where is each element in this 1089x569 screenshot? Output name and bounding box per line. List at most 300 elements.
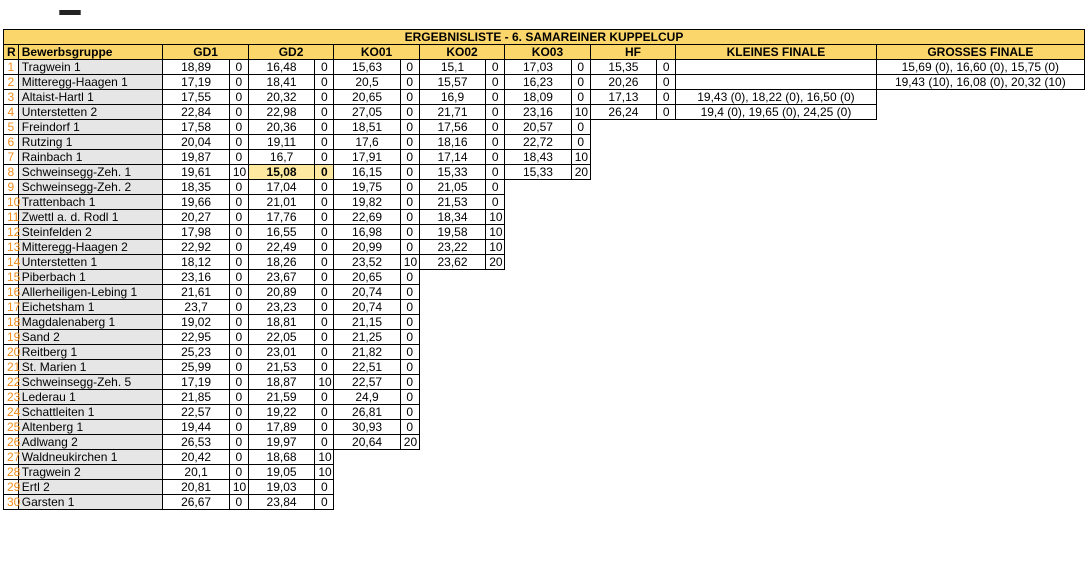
rank-cell: 29 [4, 480, 19, 495]
table-row [4, 435, 1085, 450]
empty-cell [876, 90, 1084, 105]
header-rank: R [4, 45, 19, 60]
time-cell: 22,51 [334, 360, 400, 375]
empty-cell [590, 300, 656, 315]
table-row [4, 180, 1085, 195]
penalty-cell: 0 [229, 255, 248, 270]
table-row [4, 240, 1085, 255]
empty-cell [486, 375, 505, 390]
table-row [4, 150, 1085, 165]
table-row [4, 420, 1085, 435]
penalty-cell: 0 [486, 75, 505, 90]
penalty-cell: 0 [657, 90, 676, 105]
empty-cell [876, 105, 1084, 120]
empty-cell [876, 180, 1084, 195]
penalty-cell: 0 [315, 315, 334, 330]
empty-cell [486, 390, 505, 405]
empty-cell [590, 180, 656, 195]
time-cell: 21,15 [334, 315, 400, 330]
empty-cell [419, 360, 485, 375]
penalty-cell: 0 [315, 165, 334, 180]
rank-cell: 22 [4, 375, 19, 390]
penalty-cell: 10 [571, 150, 590, 165]
team-cell: Waldneukirchen 1 [18, 450, 163, 465]
empty-cell [419, 330, 485, 345]
penalty-cell: 0 [229, 465, 248, 480]
empty-cell [419, 435, 485, 450]
empty-cell [876, 375, 1084, 390]
time-cell: 15,1 [419, 60, 485, 75]
empty-cell [676, 360, 877, 375]
empty-cell [571, 195, 590, 210]
empty-cell [505, 315, 571, 330]
empty-cell [876, 165, 1084, 180]
penalty-cell: 0 [229, 195, 248, 210]
empty-cell [876, 465, 1084, 480]
time-cell: 18,35 [163, 180, 229, 195]
time-cell: 20,99 [334, 240, 400, 255]
time-cell: 15,33 [419, 165, 485, 180]
cropped-heading [0, 0, 1089, 22]
empty-cell [486, 360, 505, 375]
penalty-cell: 0 [229, 375, 248, 390]
team-cell: Unterstetten 2 [18, 105, 163, 120]
empty-cell [876, 360, 1084, 375]
empty-cell [486, 480, 505, 495]
empty-cell [486, 300, 505, 315]
time-cell: 22,57 [334, 375, 400, 390]
penalty-cell: 0 [400, 315, 419, 330]
time-cell: 23,62 [419, 255, 485, 270]
penalty-cell: 0 [400, 180, 419, 195]
time-cell: 17,19 [163, 75, 229, 90]
time-cell: 20,42 [163, 450, 229, 465]
rank-cell: 8 [4, 165, 19, 180]
empty-cell [419, 405, 485, 420]
team-cell: Schweinsegg-Zeh. 2 [18, 180, 163, 195]
penalty-cell: 0 [400, 135, 419, 150]
time-cell: 18,26 [248, 255, 314, 270]
empty-cell [590, 270, 656, 285]
time-cell: 19,02 [163, 315, 229, 330]
empty-cell [676, 180, 877, 195]
penalty-cell: 0 [229, 240, 248, 255]
empty-cell [657, 135, 676, 150]
time-cell: 20,81 [163, 480, 229, 495]
penalty-cell: 0 [315, 300, 334, 315]
penalty-cell: 0 [486, 195, 505, 210]
penalty-cell: 0 [400, 240, 419, 255]
penalty-cell: 0 [315, 345, 334, 360]
penalty-cell: 0 [229, 270, 248, 285]
team-cell: Magdalenaberg 1 [18, 315, 163, 330]
rank-cell: 10 [4, 195, 19, 210]
time-cell: 17,14 [419, 150, 485, 165]
empty-cell [571, 255, 590, 270]
time-cell: 20,74 [334, 285, 400, 300]
empty-cell [876, 345, 1084, 360]
empty-cell [571, 210, 590, 225]
empty-cell [876, 270, 1084, 285]
empty-cell [657, 360, 676, 375]
penalty-cell: 0 [315, 60, 334, 75]
time-cell: 18,89 [163, 60, 229, 75]
penalty-cell: 0 [315, 390, 334, 405]
team-cell: Mitteregg-Haagen 2 [18, 240, 163, 255]
empty-cell [486, 465, 505, 480]
table-row [4, 195, 1085, 210]
penalty-cell: 0 [400, 345, 419, 360]
empty-cell [590, 120, 656, 135]
penalty-cell: 0 [229, 330, 248, 345]
penalty-cell: 0 [486, 135, 505, 150]
empty-cell [590, 450, 656, 465]
empty-cell [505, 270, 571, 285]
empty-cell [590, 135, 656, 150]
penalty-cell: 0 [400, 150, 419, 165]
rank-cell: 13 [4, 240, 19, 255]
empty-cell [505, 360, 571, 375]
time-cell: 17,58 [163, 120, 229, 135]
rank-cell: 20 [4, 345, 19, 360]
time-cell: 18,43 [505, 150, 571, 165]
time-cell: 25,23 [163, 345, 229, 360]
time-cell: 22,72 [505, 135, 571, 150]
penalty-cell: 0 [571, 90, 590, 105]
penalty-cell: 0 [400, 330, 419, 345]
time-cell: 19,97 [248, 435, 314, 450]
empty-cell [590, 435, 656, 450]
time-cell: 22,92 [163, 240, 229, 255]
penalty-cell: 10 [486, 240, 505, 255]
penalty-cell: 0 [315, 225, 334, 240]
time-cell: 23,16 [505, 105, 571, 120]
team-cell: Unterstetten 1 [18, 255, 163, 270]
time-cell: 22,05 [248, 330, 314, 345]
time-cell: 23,7 [163, 300, 229, 315]
empty-cell [876, 195, 1084, 210]
time-cell: 17,98 [163, 225, 229, 240]
empty-cell [505, 195, 571, 210]
time-cell: 20,64 [334, 435, 400, 450]
empty-cell [590, 240, 656, 255]
time-cell: 20,32 [248, 90, 314, 105]
time-cell: 17,55 [163, 90, 229, 105]
team-cell: Schweinsegg-Zeh. 5 [18, 375, 163, 390]
rank-cell: 24 [4, 405, 19, 420]
empty-cell [676, 300, 877, 315]
header-group: Bewerbsgruppe [18, 45, 163, 60]
empty-cell [334, 480, 400, 495]
time-cell: 22,57 [163, 405, 229, 420]
time-cell: 20,65 [334, 90, 400, 105]
empty-cell [676, 330, 877, 345]
time-cell: 20,1 [163, 465, 229, 480]
empty-cell [334, 495, 400, 510]
rank-cell: 25 [4, 420, 19, 435]
empty-cell [657, 390, 676, 405]
empty-cell [676, 495, 877, 510]
time-cell: 22,84 [163, 105, 229, 120]
empty-cell [657, 195, 676, 210]
empty-cell [657, 315, 676, 330]
empty-cell [590, 465, 656, 480]
time-cell: 19,66 [163, 195, 229, 210]
penalty-cell: 0 [400, 120, 419, 135]
rank-cell: 6 [4, 135, 19, 150]
penalty-cell: 10 [486, 225, 505, 240]
time-cell: 15,33 [505, 165, 571, 180]
header-ko03: KO03 [505, 45, 590, 60]
penalty-cell: 0 [486, 120, 505, 135]
empty-cell [590, 495, 656, 510]
team-cell: Tragwein 1 [18, 60, 163, 75]
penalty-cell: 20 [400, 435, 419, 450]
empty-cell [876, 420, 1084, 435]
empty-cell [676, 480, 877, 495]
time-cell: 21,85 [163, 390, 229, 405]
empty-cell [419, 480, 485, 495]
time-cell: 22,98 [248, 105, 314, 120]
penalty-cell: 0 [657, 105, 676, 120]
table-row [4, 225, 1085, 240]
time-cell: 23,16 [163, 270, 229, 285]
penalty-cell: 0 [400, 225, 419, 240]
penalty-cell: 0 [571, 120, 590, 135]
empty-cell [657, 435, 676, 450]
time-cell: 20,65 [334, 270, 400, 285]
penalty-cell: 0 [315, 150, 334, 165]
time-cell: 15,08 [248, 165, 314, 180]
empty-cell [505, 240, 571, 255]
time-cell: 21,82 [334, 345, 400, 360]
empty-cell [571, 270, 590, 285]
penalty-cell: 10 [571, 105, 590, 120]
time-cell: 17,19 [163, 375, 229, 390]
empty-cell [571, 495, 590, 510]
empty-cell [486, 435, 505, 450]
empty-cell [657, 300, 676, 315]
penalty-cell: 0 [229, 75, 248, 90]
table-row [4, 405, 1085, 420]
penalty-cell: 0 [315, 360, 334, 375]
empty-cell [876, 315, 1084, 330]
penalty-cell: 0 [229, 120, 248, 135]
empty-cell [676, 150, 877, 165]
rank-cell: 4 [4, 105, 19, 120]
empty-cell [505, 225, 571, 240]
empty-cell [505, 465, 571, 480]
penalty-cell: 0 [315, 210, 334, 225]
penalty-cell: 0 [315, 135, 334, 150]
header-gd2: GD2 [248, 45, 333, 60]
header-ko01: KO01 [334, 45, 419, 60]
empty-cell [505, 345, 571, 360]
empty-cell [419, 315, 485, 330]
penalty-cell: 10 [315, 375, 334, 390]
empty-cell [676, 255, 877, 270]
penalty-cell: 0 [400, 390, 419, 405]
table-row [4, 390, 1085, 405]
table-row [4, 345, 1085, 360]
empty-cell [590, 375, 656, 390]
header-row [4, 45, 1085, 60]
team-cell: Tragwein 2 [18, 465, 163, 480]
time-cell: 27,05 [334, 105, 400, 120]
empty-cell [676, 195, 877, 210]
time-cell: 17,89 [248, 420, 314, 435]
penalty-cell: 0 [229, 315, 248, 330]
empty-cell [590, 150, 656, 165]
empty-cell [590, 165, 656, 180]
empty-cell [876, 210, 1084, 225]
header-small-final: KLEINES FINALE [676, 45, 877, 60]
empty-cell [676, 270, 877, 285]
penalty-cell: 0 [400, 210, 419, 225]
team-cell: Schattleiten 1 [18, 405, 163, 420]
empty-cell [657, 165, 676, 180]
time-cell: 23,23 [248, 300, 314, 315]
team-cell: Sand 2 [18, 330, 163, 345]
empty-cell [505, 180, 571, 195]
time-cell: 15,57 [419, 75, 485, 90]
empty-cell [486, 285, 505, 300]
penalty-cell: 0 [315, 330, 334, 345]
empty-cell [419, 465, 485, 480]
team-cell: St. Marien 1 [18, 360, 163, 375]
empty-cell [676, 285, 877, 300]
small-final-cell [676, 75, 877, 90]
empty-cell [486, 450, 505, 465]
time-cell: 15,63 [334, 60, 400, 75]
empty-cell [571, 390, 590, 405]
empty-cell [486, 330, 505, 345]
empty-cell [571, 480, 590, 495]
empty-cell [571, 315, 590, 330]
time-cell: 17,56 [419, 120, 485, 135]
penalty-cell: 0 [315, 495, 334, 510]
penalty-cell: 0 [400, 75, 419, 90]
team-cell: Zwettl a. d. Rodl 1 [18, 210, 163, 225]
time-cell: 20,89 [248, 285, 314, 300]
penalty-cell: 10 [315, 465, 334, 480]
empty-cell [676, 375, 877, 390]
time-cell: 22,95 [163, 330, 229, 345]
empty-cell [657, 180, 676, 195]
big-final-cell: 19,43 (10), 16,08 (0), 20,32 (10) [876, 75, 1084, 90]
table-row [4, 165, 1085, 180]
penalty-cell: 0 [315, 180, 334, 195]
empty-cell [876, 450, 1084, 465]
empty-cell [876, 480, 1084, 495]
penalty-cell: 0 [400, 375, 419, 390]
empty-cell [571, 435, 590, 450]
table-row [4, 120, 1085, 135]
penalty-cell: 0 [571, 60, 590, 75]
empty-cell [486, 420, 505, 435]
empty-cell [486, 315, 505, 330]
time-cell: 20,5 [334, 75, 400, 90]
penalty-cell: 10 [229, 165, 248, 180]
empty-cell [876, 150, 1084, 165]
empty-cell [876, 390, 1084, 405]
empty-cell [400, 495, 419, 510]
time-cell: 20,26 [590, 75, 656, 90]
time-cell: 17,04 [248, 180, 314, 195]
empty-cell [676, 225, 877, 240]
rank-cell: 15 [4, 270, 19, 285]
table-row [4, 90, 1085, 105]
team-cell: Trattenbach 1 [18, 195, 163, 210]
penalty-cell: 0 [486, 150, 505, 165]
penalty-cell: 0 [315, 270, 334, 285]
penalty-cell: 0 [229, 150, 248, 165]
time-cell: 23,01 [248, 345, 314, 360]
team-cell: Freindorf 1 [18, 120, 163, 135]
empty-cell [590, 405, 656, 420]
time-cell: 24,9 [334, 390, 400, 405]
empty-cell [590, 255, 656, 270]
time-cell: 21,59 [248, 390, 314, 405]
empty-cell [676, 240, 877, 255]
empty-cell [876, 330, 1084, 345]
empty-cell [571, 300, 590, 315]
empty-cell [505, 330, 571, 345]
empty-cell [571, 420, 590, 435]
time-cell: 19,75 [334, 180, 400, 195]
penalty-cell: 0 [400, 360, 419, 375]
empty-cell [590, 420, 656, 435]
penalty-cell: 0 [400, 300, 419, 315]
rank-cell: 30 [4, 495, 19, 510]
empty-cell [419, 420, 485, 435]
empty-cell [486, 405, 505, 420]
penalty-cell: 0 [486, 180, 505, 195]
rank-cell: 28 [4, 465, 19, 480]
penalty-cell: 0 [400, 420, 419, 435]
team-cell: Ertl 2 [18, 480, 163, 495]
empty-cell [590, 360, 656, 375]
empty-cell [505, 375, 571, 390]
rank-cell: 19 [4, 330, 19, 345]
empty-cell [676, 420, 877, 435]
table-row [4, 255, 1085, 270]
penalty-cell: 0 [229, 180, 248, 195]
time-cell: 26,67 [163, 495, 229, 510]
time-cell: 22,49 [248, 240, 314, 255]
rank-cell: 12 [4, 225, 19, 240]
header-ko02: KO02 [419, 45, 504, 60]
empty-cell [676, 405, 877, 420]
empty-cell [571, 450, 590, 465]
table-row [4, 75, 1085, 90]
empty-cell [505, 285, 571, 300]
penalty-cell: 20 [571, 165, 590, 180]
empty-cell [676, 435, 877, 450]
time-cell: 23,67 [248, 270, 314, 285]
header-big-final: GROSSES FINALE [876, 45, 1084, 60]
empty-cell [400, 465, 419, 480]
empty-cell [676, 465, 877, 480]
empty-cell [657, 150, 676, 165]
empty-cell [657, 330, 676, 345]
penalty-cell: 0 [315, 195, 334, 210]
time-cell: 19,03 [248, 480, 314, 495]
penalty-cell: 0 [657, 75, 676, 90]
small-final-cell: 19,43 (0), 18,22 (0), 16,50 (0) [676, 90, 877, 105]
penalty-cell: 0 [229, 360, 248, 375]
penalty-cell: 0 [315, 255, 334, 270]
